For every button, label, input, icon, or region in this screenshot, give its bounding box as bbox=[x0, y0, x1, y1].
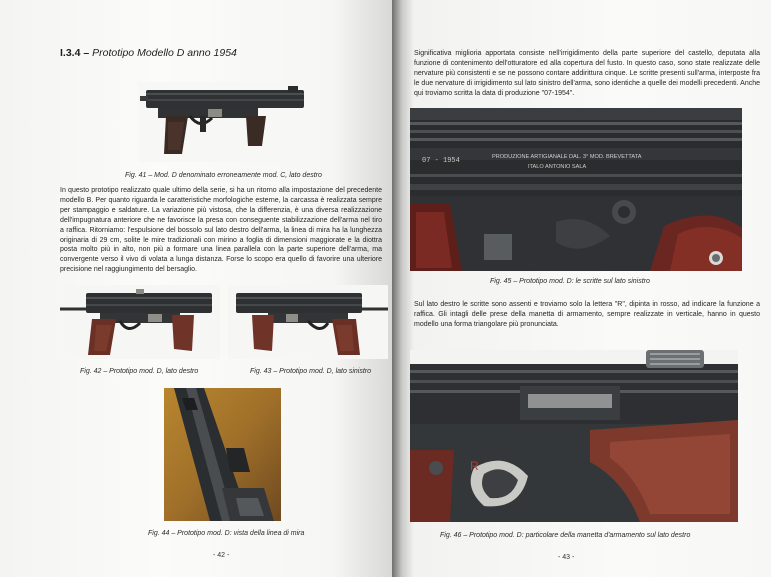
section-heading bbox=[60, 47, 237, 59]
fig43-photo bbox=[228, 285, 388, 359]
section-number: I.3.4 – bbox=[60, 47, 90, 59]
fig46-caption: Fig. 46 – Prototipo mod. D: particolare della manetta d'armamento sul lato destro bbox=[440, 532, 691, 539]
photo45-inscription-date: 07 - 1954 bbox=[422, 157, 460, 165]
page-number-left: - 42 - bbox=[213, 552, 230, 559]
fig44-photo bbox=[164, 388, 281, 521]
fig44-caption: Fig. 44 – Prototipo mod. D: vista della linea di mira bbox=[148, 530, 305, 537]
right-page bbox=[392, 0, 771, 577]
fig41-photo bbox=[138, 82, 310, 162]
fig42-caption: Fig. 42 – Prototipo mod. D, lato destro bbox=[80, 368, 199, 375]
fig41-caption: Fig. 41 – Mod. D denominato erroneamente mod. C, lato destro bbox=[125, 172, 322, 179]
fig43-caption: Fig. 43 – Prototipo mod. D, lato sinistro bbox=[250, 368, 371, 375]
page-number-right: - 43 - bbox=[558, 554, 575, 561]
right-paragraph-mid: Sul lato destro le scritte sono assenti e troviamo solo la lettera "R", dipinta in rosso, ad indicare la funzione a raffica. Gli intagli delle prese della manetta di armamento, sempre realizzate in verticale, hanno in questo modello una forma triangolare più pronunciata. bbox=[414, 301, 760, 328]
fig45-caption: Fig. 45 – Prototipo mod. D: le scritte sul lato sinistro bbox=[490, 278, 650, 285]
photo46-red-letter: R bbox=[470, 459, 479, 473]
fig45-photo bbox=[410, 108, 742, 271]
section-title: Prototipo Modello D anno 1954 bbox=[92, 47, 237, 59]
right-paragraph-top: Significativa miglioria apportata consiste nell'irrigidimento della parte superiore del castello, deputata alla funzione di contenimento dell'otturatore ed alla copertura del fusto. In questo caso, sono state realizzate delle nervature più consistenti e se ne possono contare addirittura cinque. Le scritte presenti sull'arma, interposte fra le due nervature di irrigidimento sul lato sinistro dell'arma, sono identiche a quelle dei modelli precedenti. Anche qui troviamo scritta la data di produzione "07-1954". bbox=[414, 50, 760, 97]
left-paragraph: In questo prototipo realizzato quale ultimo della serie, si ha un ritorno alla impostazione del precedente modello B. Per quanto riguarda le caratteristiche morfologiche esterne, la carcassa è realizzata sempre per stampaggio e saldature. La variazione più vistosa, che la differenzia, è una diversa realizzazione dell'impugnatura anteriore che ne favorisce la presa con conseguente stabilizzazione dell'arma nel tiro a raffica. Ritorniamo: l'espulsione del bossolo sul lato destro dell'arma, la linea di mira ha la lunghezza originaria di 29 cm, solite le mire tradizionali con mirino a foglia di dimensioni maggiorate e la diottra posta molto più in alto, non più a formare una linea parallela con la parte superiore dell'arma, ma convergente verso il vivo di volata a lunga distanza. Forse lo scopo era quello di favorire una ulteriore precisione nel raggiungimento del bersaglio. bbox=[60, 187, 382, 274]
fig46-photo bbox=[410, 350, 738, 522]
photo45-inscription-line1: PRODUZIONE ARTIGIANALE DAL. 3° MOD. BREVETTATA bbox=[492, 154, 642, 160]
photo45-inscription-line2: ITALO ANTONIO SALA bbox=[528, 164, 587, 170]
fig42-photo bbox=[60, 285, 220, 359]
